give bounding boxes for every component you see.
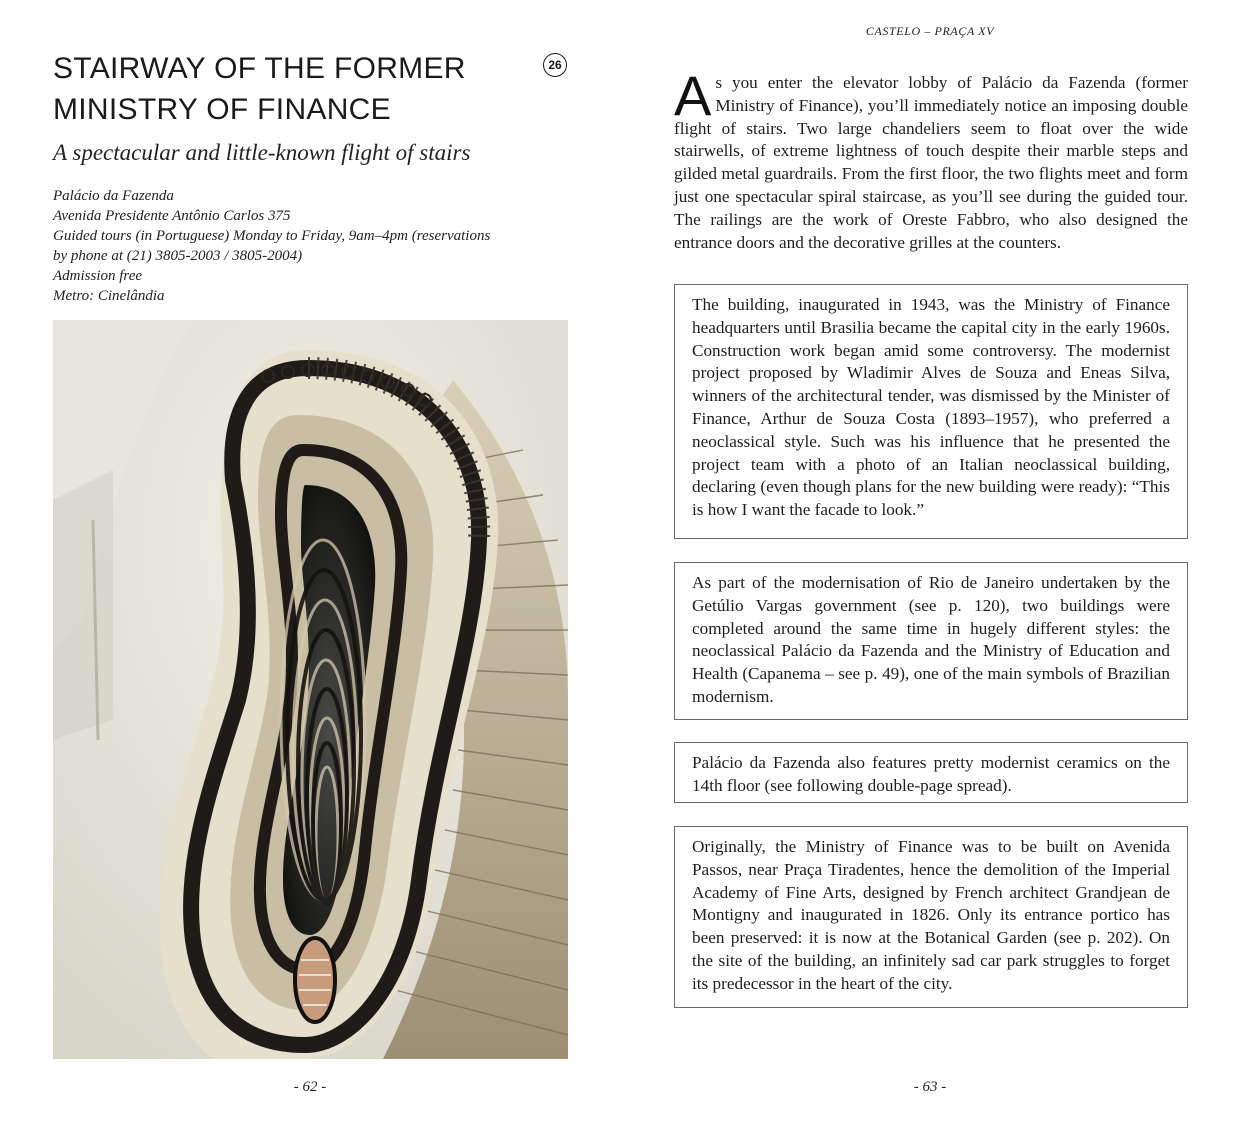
info-line-address: Avenida Presidente Antônio Carlos 375	[53, 208, 291, 224]
info-line-phone: by phone at (21) 3805-2003 / 3805-2004)	[53, 248, 303, 264]
visitor-info	[53, 186, 563, 306]
intro-paragraph	[674, 64, 1188, 254]
subtitle: A spectacular and little-known flight of stairs	[53, 140, 471, 165]
info-line-metro: Metro: Cinelândia	[53, 288, 165, 304]
spiral-staircase-photo	[53, 320, 568, 1059]
drop-cap: A	[674, 64, 712, 127]
sidebar-box-modernisation: As part of the modernisation of Rio de Janeiro undertaken by the Getúlio Vargas government (see p. 120), two buildings were completed around the same time in hugely different styles: the neoclassical Palácio da Fazenda and the Ministry of Education and Health (Capanema – see p. 49), one of the main symbols of Brazilian modernism.	[674, 562, 1188, 720]
sidebar-box-original-site: Originally, the Ministry of Finance was to be built on Avenida Passos, near Praça Tiradentes, hence the demolition of the Imperial Academy of Fine Arts, designed by French architect Grandjean de Montigny and inaugurated in 1826. Only its entrance portico has been preserved: it is now at the Botanical Garden (see p. 202). On the site of the building, an infinitely sad car park struggles to forget its predecessor in the heart of the city.	[674, 826, 1188, 1008]
intro-text: s you enter the elevator lobby of Palácio da Fazenda (former Ministry of Finance), you’ll immediately notice an imposing double flight of stairs. Two large chandeliers seem to float over the wide stairwells, of extreme lightness of touch despite their marble steps and gilded metal guardrails. From the first floor, the two flights meet and form just one spectacular spiral staircase, as you’ll see during the guided tour. The railings are the work of Oreste Fabbro, who also designed the entrance doors and the decorative grilles at the counters.	[674, 73, 1188, 252]
sidebar-box-ceramics: Palácio da Fazenda also features pretty modernist ceramics on the 14th floor (see following double-page spread).	[674, 742, 1188, 803]
sidebar-box-history: The building, inaugurated in 1943, was the Ministry of Finance headquarters until Brasilia became the capital city in the early 1960s. Construction work began amid some controversy. The modernist project proposed by Wladimir Alves de Souza and Eneas Silva, winners of the architectural tender, was dismissed by the Minister of Finance, Arthur de Souza Costa (1893–1957), who preferred a neoclassical style. Such was his influence that he presented the project team with a photo of an Italian neoclassical building, declaring (even though plans for the new building were ready): “This is how I want the facade to look.”	[674, 284, 1188, 539]
running-head: CASTELO – PRAÇA XV	[865, 24, 995, 38]
page-number-left: - 62 -	[293, 1079, 327, 1095]
info-line-admission: Admission free	[53, 268, 143, 284]
page-title	[53, 48, 533, 130]
page-number-right: - 63 -	[913, 1079, 947, 1095]
title-line-2: MINISTRY OF FINANCE	[53, 93, 391, 126]
info-line-tours: Guided tours (in Portuguese) Monday to Friday, 9am–4pm (reservations	[53, 228, 491, 244]
info-line-venue: Palácio da Fazenda	[53, 188, 174, 204]
title-line-1: STAIRWAY OF THE FORMER	[53, 52, 466, 85]
entry-number-badge: 26	[543, 53, 567, 77]
